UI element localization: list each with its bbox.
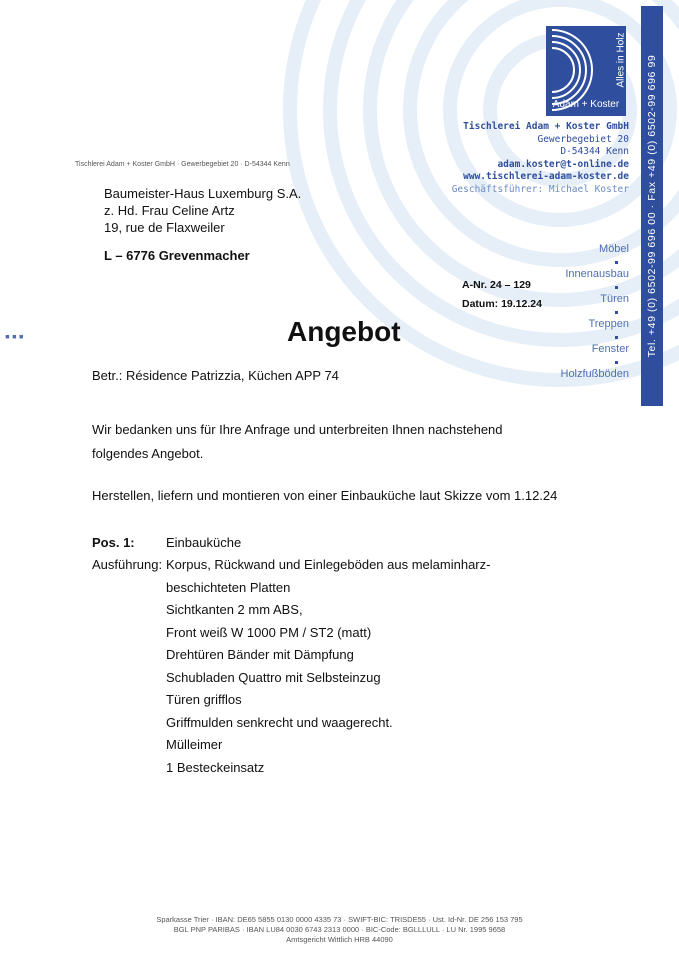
offer-meta xyxy=(462,276,542,314)
execution-line: 1 Besteckeinsatz xyxy=(166,760,265,775)
position-label: Pos. 1: xyxy=(92,535,135,550)
position-item: Einbauküche xyxy=(166,535,242,550)
footer-line: BGL PNP PARIBAS · IBAN LU84 0030 6743 2313 0000 · BIC-Code: BGLLLULL · LU Nr. 1995 9658 xyxy=(173,925,506,934)
bank-footer xyxy=(0,915,679,945)
company-manager: Geschäftsführer: Michael Koster xyxy=(451,183,629,195)
service-item: Innenausbau xyxy=(509,268,629,293)
service-item: Holzfußböden xyxy=(560,368,629,380)
sender-return-line: Tischlerei Adam + Koster GmbH · Gewerbegebiet 20 · D-54344 Kenn xyxy=(75,161,290,168)
execution-line: Türen grifflos xyxy=(166,692,242,707)
task-line: Herstellen, liefern und montieren von einer Einbauküche laut Skizze vom 1.12.24 xyxy=(92,488,558,503)
logo-caption: Adam + Koster xyxy=(552,99,620,110)
footer-line: Sparkasse Trier · IBAN: DE65 5855 0130 0000 4335 73 · SWIFT-BIC: TRISDE55 · Ust. Id-Nr. DE 256 153 795 xyxy=(156,915,523,924)
company-email: adam.koster@t-online.de xyxy=(497,158,629,170)
service-item: Möbel xyxy=(509,243,629,268)
company-web: www.tischlerei-adam-koster.de xyxy=(463,171,629,182)
margin-fold-marks: ▪▪▪ xyxy=(5,328,26,344)
recipient-address xyxy=(104,185,301,236)
execution-line: Mülleimer xyxy=(166,737,223,752)
execution-label: Ausführung: xyxy=(92,557,163,572)
subject-line: Betr.: Résidence Patrizzia, Küchen APP 74 xyxy=(92,368,339,383)
company-street: Gewerbegebiet 20 xyxy=(537,133,629,145)
company-letterhead xyxy=(452,121,629,196)
execution-line: Drehtüren Bänder mit Dämpfung xyxy=(166,647,354,662)
service-item: Fenster xyxy=(509,343,629,368)
execution-line: Griffmulden senkrecht und waagerecht. xyxy=(166,715,393,730)
execution-line: Sichtkanten 2 mm ABS, xyxy=(166,602,303,617)
company-city: D-54344 Kenn xyxy=(560,146,629,157)
footer-line: Amtsgericht Wittlich HRB 44090 xyxy=(286,935,393,944)
offer-date: Datum: 19.12.24 xyxy=(462,298,542,310)
services-list xyxy=(509,243,629,393)
logo-slogan: Alles in Holz xyxy=(615,32,627,88)
execution-line: Korpus, Rückwand und Einlegeböden aus melaminharz- xyxy=(166,557,491,572)
document-title: Angebot xyxy=(287,316,401,347)
execution-line: Schubladen Quattro mit Selbsteinzug xyxy=(166,670,381,685)
offer-number: A-Nr. 24 – 129 xyxy=(462,279,531,291)
service-item: Treppen xyxy=(509,318,629,343)
company-name: Tischlerei Adam + Koster GmbH xyxy=(463,121,629,132)
phone-fax-text: Tel. +49 (0) 6502-99 696 00 · Fax +49 (0) 6502-99 696 99 xyxy=(646,54,658,358)
intro-line: Wir bedanken uns für Ihre Anfrage und unterbreiten Ihnen nachstehend xyxy=(92,422,503,437)
execution-line: beschichteten Platten xyxy=(166,580,291,595)
intro-line: folgendes Angebot. xyxy=(92,446,204,461)
recipient-city: L – 6776 Grevenmacher xyxy=(104,248,250,263)
recipient-line: 19, rue de Flaxweiler xyxy=(104,220,225,235)
execution-line: Front weiß W 1000 PM / ST2 (matt) xyxy=(166,625,372,640)
service-item: Türen xyxy=(509,293,629,318)
recipient-line: Baumeister-Haus Luxemburg S.A. xyxy=(104,186,302,201)
recipient-line: z. Hd. Frau Celine Artz xyxy=(104,203,235,218)
